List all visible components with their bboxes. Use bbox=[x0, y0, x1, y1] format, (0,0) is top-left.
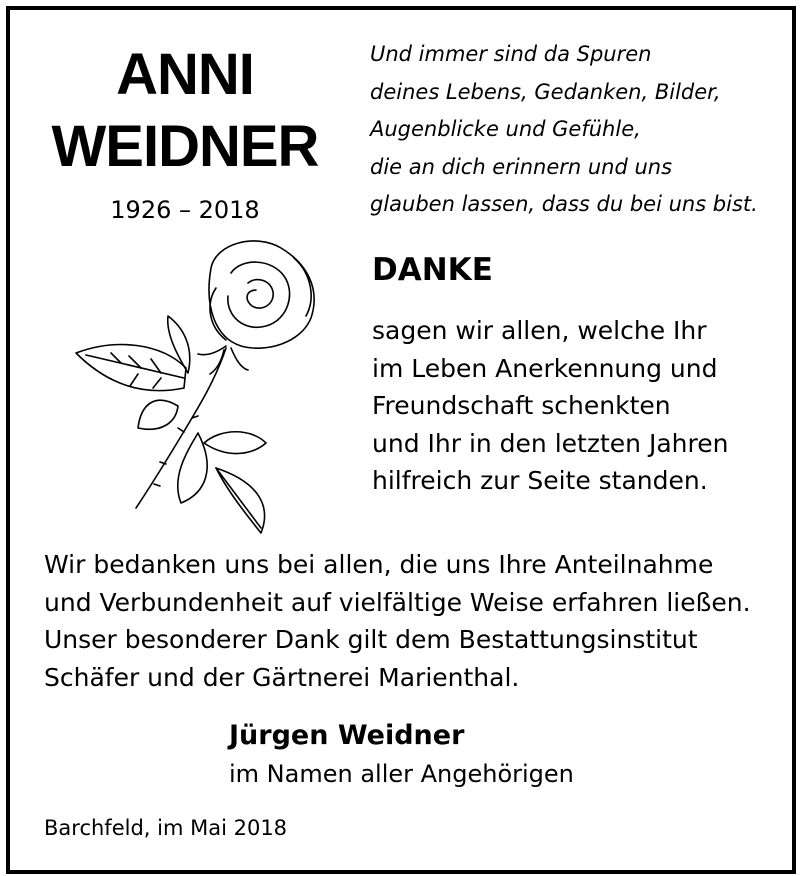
poem-line: die an dich erinnern und uns bbox=[370, 154, 673, 179]
poem-line: deines Lebens, Gedanken, Bilder, bbox=[370, 79, 721, 104]
thanks-line: Freundschaft schenkten bbox=[372, 391, 671, 420]
place-date: Barchfeld, im Mai 2018 bbox=[44, 816, 288, 840]
thanks-line: und Ihr in den letzten Jahren bbox=[372, 428, 729, 458]
memorial-poem bbox=[370, 36, 790, 224]
deceased-first-name: ANNI bbox=[116, 42, 254, 107]
thanks-line: hilfreich zur Seite standen. bbox=[372, 466, 708, 495]
paragraph-line: und Verbundenheit auf vielfältige Weise erfahren ließen. bbox=[44, 587, 751, 617]
danke-heading: DANKE bbox=[372, 252, 493, 288]
signer-subtitle: im Namen aller Angehörigen bbox=[229, 760, 574, 788]
poem-line: glauben lassen, dass du bei uns bist. bbox=[370, 192, 758, 216]
paragraph-line: Wir bedanken uns bei allen, die uns Ihre Anteilnahme bbox=[44, 550, 714, 579]
thanks-line: sagen wir allen, welche Ihr bbox=[372, 316, 707, 345]
poem-line: Und immer sind da Spuren bbox=[370, 42, 652, 66]
rose-drawing-icon bbox=[66, 228, 346, 548]
paragraph-line: Unser besonderer Dank gilt dem Bestattungsinstitut bbox=[44, 625, 698, 654]
signer-name: Jürgen Weidner bbox=[229, 720, 465, 751]
paragraph-line: Schäfer und der Gärtnerei Marienthal. bbox=[44, 662, 520, 692]
deceased-last-name: WEIDNER bbox=[51, 114, 319, 179]
life-dates: 1926 – 2018 bbox=[110, 196, 260, 224]
poem-line: Augenblicke und Gefühle, bbox=[370, 117, 641, 141]
thanks-line: im Leben Anerkennung und bbox=[372, 353, 718, 383]
acknowledgement-paragraph bbox=[44, 546, 784, 696]
thanks-text bbox=[372, 312, 782, 500]
